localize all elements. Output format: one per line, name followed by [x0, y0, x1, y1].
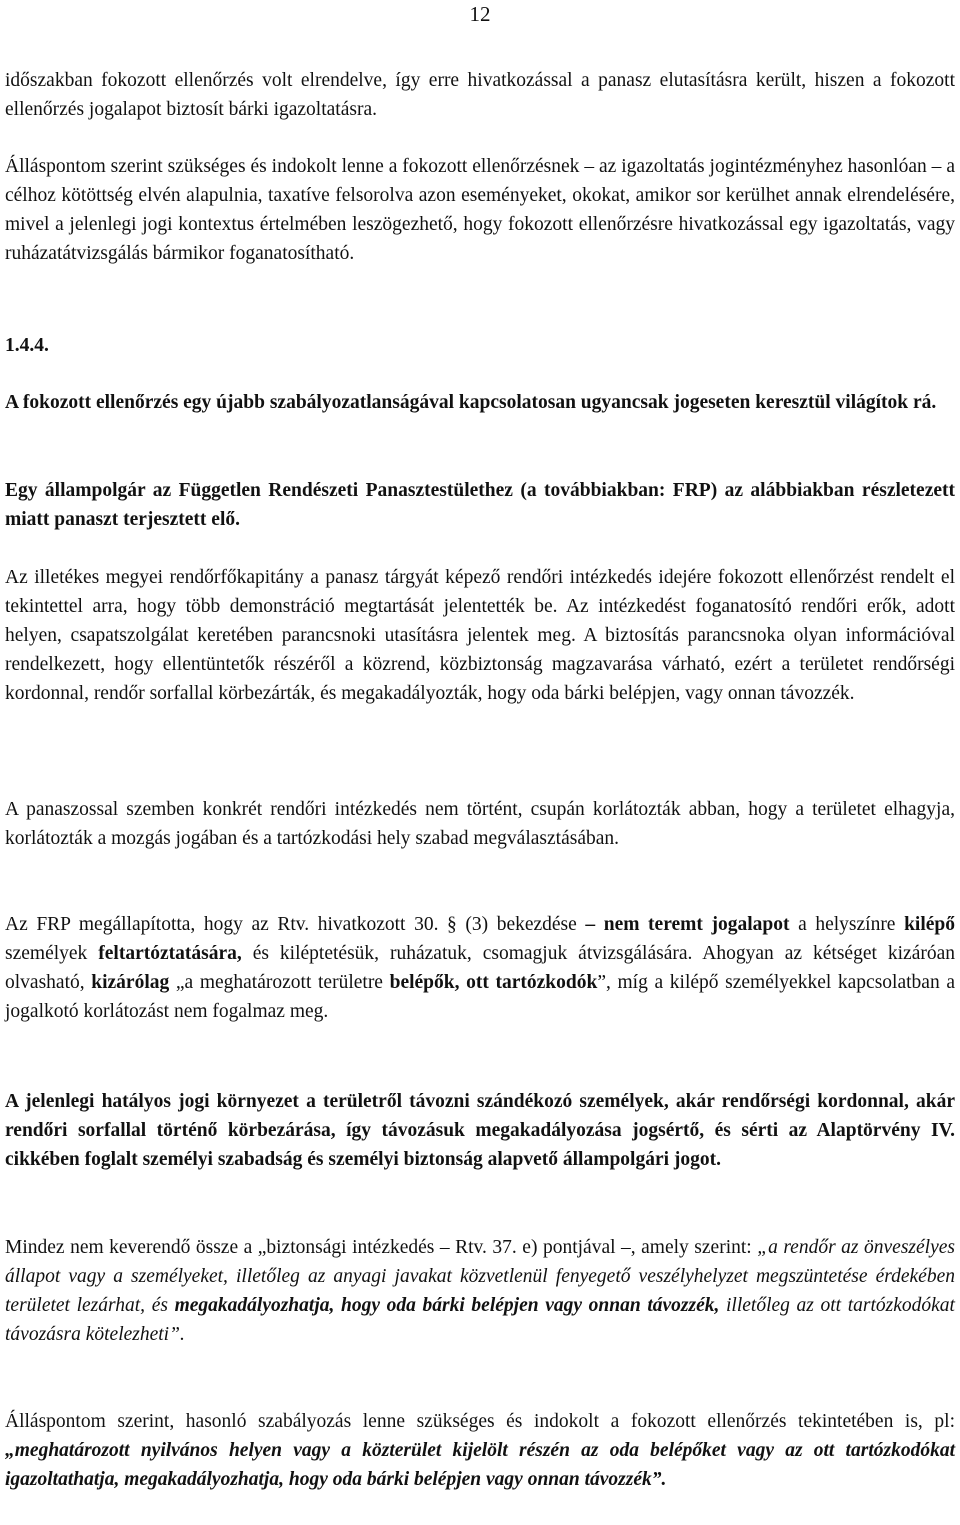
paragraph-opinion: Álláspontom szerint szükséges és indokolt lenne a fokozott ellenőrzésnek – az igazoltatás jogintézményhez hasonlóan – a célhoz kötöttség elvén alapulnia, taxatíve felsorolva azon eseményeket, okokat, amikor sor kerülhet annak elrendelésére, mivel a jelenlegi jogi kontextus értelmében leszögezhető, hogy fokozott ellenőrzésre hivatkozással egy igazoltatás, vagy ruházatátvizsgálás bármikor foganatosítható. [5, 156, 955, 264]
page-number: 12 [469, 2, 491, 26]
paragraph-complaint-intro: Egy állampolgár az Független Rendészeti Panasztestülethez (a továbbiakban: FRP) az alábbiakban részletezett miatt panaszt terjesztett elő. [5, 480, 955, 530]
paragraph-panaszos: A panaszossal szemben konkrét rendőri intézkedés nem történt, csupán korlátozták abban, hogy a területet elhagyja, korlátozták a mozgás jogában és a tartózkodási hely szabad megválasztásában. [5, 799, 955, 849]
paragraph-continuation: időszakban fokozott ellenőrzés volt elrendelve, így erre hivatkozással a panasz elutasításra került, hiszen a fokozott ellenőrzés jogalapot biztosít bárki igazoltatásra. [5, 70, 955, 120]
paragraph-proposal: Álláspontom szerint, hasonló szabályozás lenne szükséges és indokolt a fokozott ellenőrzés tekintetében is, pl: „meghatározott nyilvános helyen vagy a közterület kijelölt részén az oda belépőket vagy az ott tartózkodókat igazoltathatja, megakadályozhatja, hogy oda bárki belépjen vagy onnan távozzék”. [5, 1411, 955, 1490]
paragraph-frp-finding: Az FRP megállapította, hogy az Rtv. hivatkozott 30. § (3) bekezdése – nem teremt jogalapot a helyszínre kilépő személyek feltartóztatására, és kiléptetésük, ruházatuk, csomagjuk átvizsgálására. Ahogyan az kétséget kizáróan olvasható, kizárólag „a meghatározott területre belépők, ott tartózkodók”, míg a kilépő személyekkel kapcsolatban a jogalkotó korlátozást nem fogalmaz meg. [5, 914, 955, 1022]
paragraph-conclusion: A jelenlegi hatályos jogi környezet a területről távozni szándékozó személyek, akár rendőrségi kordonnal, akár rendőri sorfallal történő körbezárása, így távozásuk megakadályozása jogsértő, és sérti az Alaptörvény IV. cikkében foglalt személyi szabadság és személyi biztonság alapvető állampolgári jogot. [5, 1091, 955, 1170]
paragraph-distinction: Mindez nem keverendő össze a „biztonsági intézkedés – Rtv. 37. e) pontjával –, amely szerint: „a rendőr az önveszélyes állapot vagy a személyeket, illetőleg az anyagi javakat közvetlenül fenyegető veszélyhelyzet megszüntetése érdekében területet lezárhat, és megakadályozhatja, hogy oda bárki belépjen vagy onnan távozzék, illetőleg az ott tartózkodókat távozásra kötelezheti”. [5, 1237, 955, 1345]
section-title: A fokozott ellenőrzés egy újabb szabályozatlanságával kapcsolatosan ugyancsak jogeseten keresztül világítok rá. [5, 392, 937, 413]
section-number: 1.4.4. [5, 335, 49, 356]
paragraph-facts: Az illetékes megyei rendőrfőkapitány a panasz tárgyát képező rendőri intézkedés idejére fokozott ellenőrzést rendelt el tekintettel arra, hogy több demonstráció megtartását jelentették be. Az intézkedést foganatosító rendőri erők, adott helyen, csapatszolgálat keretében parancsnoki utasításra jelentek meg. A biztosítás parancsnoka olyan információval rendelkezett, hogy ellentüntetők részéről a közrend, közbiztonság magzavarása várható, ezért a területet rendőrségi kordonnal, rendőr sorfallal körbezárták, és megakadályozták, hogy oda bárki belépjen, vagy onnan távozzék. [5, 567, 955, 704]
